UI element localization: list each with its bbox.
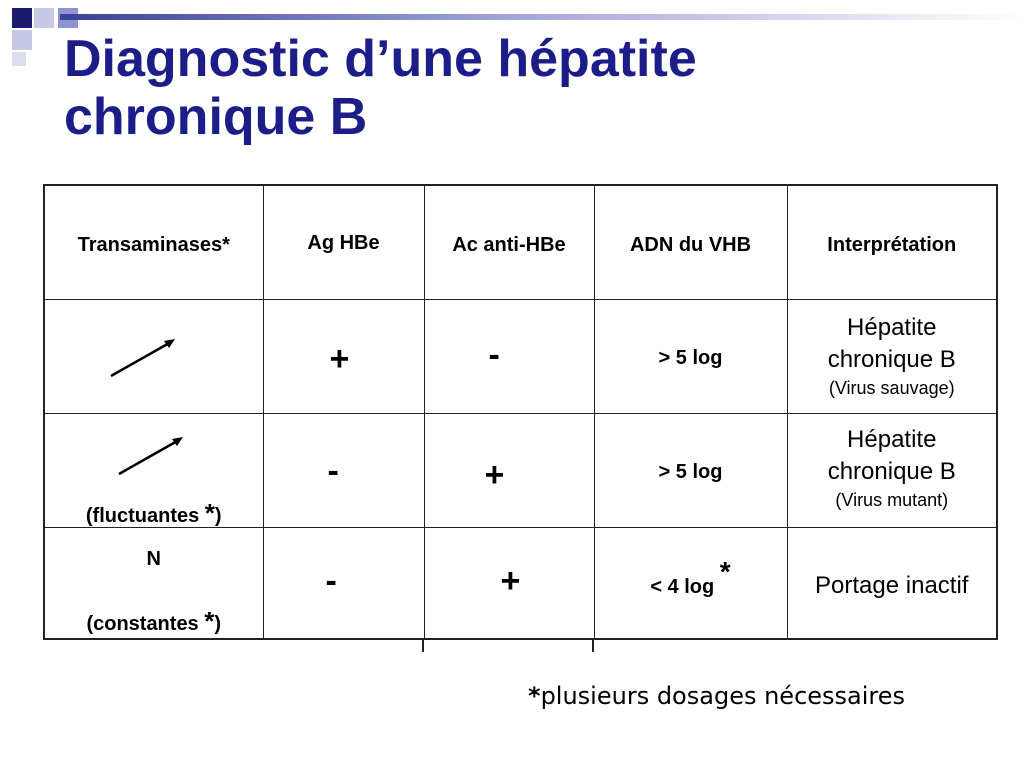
ac-anti-hbe-value: +	[484, 455, 505, 494]
cell-ac-anti-hbe	[424, 299, 594, 413]
cell-transaminases	[44, 527, 263, 639]
header-cell	[424, 185, 594, 299]
table-row	[44, 299, 997, 413]
transaminases-label	[45, 498, 263, 529]
cell-transaminases	[44, 413, 263, 527]
table-row	[44, 413, 997, 527]
decor-square	[12, 30, 32, 50]
slide-title	[64, 30, 697, 146]
cell-interpretation	[787, 299, 997, 413]
adn-value-text: < 4 log	[650, 575, 715, 598]
header-transaminases: Transaminases*	[77, 234, 230, 256]
decor-square	[12, 52, 26, 66]
ac-anti-hbe-value: -	[488, 335, 500, 374]
interp-note: (Virus sauvage)	[828, 377, 955, 398]
rising-arrow-icon	[115, 434, 187, 478]
interp-line-2: chronique B	[827, 457, 956, 485]
adn-value	[595, 555, 787, 600]
ac-anti-hbe-value: +	[500, 561, 521, 600]
cell-interpretation	[787, 413, 997, 527]
header-cell	[787, 185, 997, 299]
title-accent-bar	[60, 14, 1024, 20]
title-line-2: chronique B	[64, 88, 368, 146]
asterisk: *	[719, 555, 731, 587]
header-cell	[594, 185, 787, 299]
asterisk: *	[204, 605, 215, 636]
cell-ag-hbe	[263, 413, 424, 527]
interpretation-text: Portage inactif	[815, 571, 969, 599]
rising-arrow-icon	[107, 336, 179, 380]
transaminases-label	[45, 606, 263, 637]
adn-value: > 5 log	[658, 346, 723, 369]
table-tick	[592, 640, 594, 652]
header-cell	[263, 185, 424, 299]
ag-hbe-value: -	[327, 451, 339, 490]
ag-hbe-value: +	[329, 339, 350, 378]
header-ag-hbe: Ag HBe	[307, 232, 380, 254]
ag-hbe-value: -	[325, 561, 337, 600]
interpretation-text	[788, 312, 997, 400]
table-header-row	[44, 185, 997, 299]
asterisk: *	[204, 497, 215, 528]
header-adn-vhb: ADN du VHB	[629, 234, 752, 256]
table-tick	[422, 640, 424, 652]
table-row	[44, 527, 997, 639]
header-ac-anti-hbe: Ac anti-HBe	[452, 234, 566, 256]
cell-ac-anti-hbe	[424, 527, 594, 639]
cell-adn	[594, 299, 787, 413]
transaminases-label-text: (constantes	[86, 612, 205, 635]
title-line-1: Diagnostic d’une hépatite	[64, 30, 697, 88]
diagnostic-table-wrapper	[43, 184, 998, 640]
interp-line-1: Hépatite	[847, 313, 937, 341]
cell-ac-anti-hbe	[424, 413, 594, 527]
interp-note: (Virus mutant)	[835, 489, 949, 510]
cell-interpretation	[787, 527, 997, 639]
cell-ag-hbe	[263, 527, 424, 639]
transaminases-label-text: (fluctuantes	[85, 504, 205, 527]
transaminases-label-end: )	[214, 612, 222, 635]
header-interpretation: Interprétation	[827, 234, 957, 256]
interpretation-text	[788, 424, 997, 512]
cell-transaminases	[44, 299, 263, 413]
decor-square	[34, 8, 54, 28]
footnote	[528, 682, 905, 710]
cell-adn	[594, 527, 787, 639]
diagnostic-table	[43, 184, 998, 640]
cell-ag-hbe	[263, 299, 424, 413]
interp-line-1: Hépatite	[847, 425, 937, 453]
interp-line-2: chronique B	[827, 345, 956, 373]
transaminases-value: N	[146, 547, 161, 570]
footnote-text: plusieurs dosages nécessaires	[540, 682, 906, 710]
adn-value: > 5 log	[658, 460, 723, 483]
header-cell	[44, 185, 263, 299]
cell-adn	[594, 413, 787, 527]
decor-square	[12, 8, 32, 28]
transaminases-label-end: )	[214, 504, 222, 527]
footnote-marker: *	[528, 682, 541, 710]
